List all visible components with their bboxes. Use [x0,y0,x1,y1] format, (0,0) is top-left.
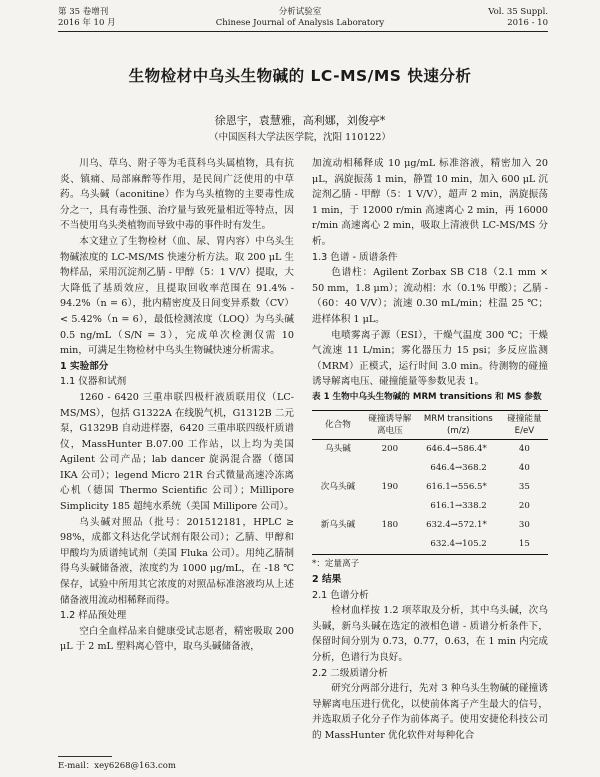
left-column [60,156,294,655]
header-date-en: 2016 - 10 [507,18,548,28]
table-caption: 表 1 生物中乌头生物碱的 MRM transitions 和 MS 参数 [312,391,542,402]
table-row [312,535,548,555]
table-cell [364,459,416,478]
table-row [312,459,548,478]
table-cell: 632.4→105.2 [416,535,501,555]
intro-paragraph-2: 本文建立了生物检材（血、尿、胃内容）中乌头生物碱浓度的 LC-MS/MS 快速分析方法。取 200 μL 生物样品，采用沉淀剂乙腈 - 甲醇（5：1 V/V）提取，大大降低了基质效应，且提取回收率范围在 91.4% - 94.2%（n = 6），批内精密度及日间变异系数（CV）< 5.42%（n = 6），最低检测浓度（LOQ）为乌头碱 0.5 ng/mL（S/N = 3），完成单次检测仅需 10 min，可满足生物检材中乌头生物碱快速分析需求。 [60,235,294,357]
table-cell: 180 [381,519,399,530]
table-cell [364,497,416,516]
right-column [312,156,548,744]
mrm-table [312,410,548,555]
footnote-email: E-mail：xey6268@163.com [58,761,176,771]
table-cell: 40 [518,462,530,473]
header-rule [58,31,548,32]
table-cell: 30 [518,519,530,530]
subsection-heading-2-2: 2.2 二级质谱分析 [312,667,388,679]
table-row [312,516,548,535]
footnote-rule [58,756,112,757]
table-cell: 新乌头碱 [320,519,356,530]
table-cell: 616.1→556.5* [426,481,487,492]
table-cell: 200 [381,443,399,454]
table-cell [364,535,416,555]
table-cell [312,459,364,478]
header-date: 2016 年 10 月 [58,18,116,28]
table-row [312,497,548,516]
header-volume: 第 35 卷增刊 [58,7,109,17]
subsection-heading-1-3: 1.3 色谱 - 质谱条件 [312,251,398,263]
sample-prep-continued: 加流动相稀释成 10 μg/mL 标准溶液，精密加入 20 μL，涡旋振荡 1 min，静置 10 min，加入 600 μL 沉淀剂乙腈 - 甲醇（5：1 V/V），超声 2 min，涡旋振荡 1 min，于 12000 r/min 高速离心 2 min，再 16000 r/min 高速离心 2 min，吸取上清液供 LC-MS/MS 分析。 [312,158,548,247]
section-heading-1: 1 实验部分 [60,360,109,372]
table-cell: 乌头碱 [325,443,351,454]
table-cell [312,535,364,555]
lc-conditions-paragraph: 色谱柱：Agilent Zorbax SB C18（2.1 mm × 50 mm，1.8 μm）；流动相：水（0.1% 甲酸）；乙腈 -（60：40 V/V）；流速 0.30 mL/min；柱温 25 ℃；进样体积 1 μL。 [312,267,548,325]
section-heading-2: 2 结果 [312,574,342,586]
subsection-heading-2-1: 2.1 色谱分析 [312,589,369,601]
authors: 徐恩宇，袁慧雅，高利娜，刘俊亭* [214,114,386,127]
header-vol-en: Vol. 35 Suppl. [488,7,548,17]
table-cell: 646.4→368.2 [430,462,487,473]
table-cell: 35 [518,481,530,492]
header-journal-en: Chinese Journal of Analysis Laboratory [215,18,385,28]
standard-paragraph: 乌头碱对照品（批号：201512181，HPLC ≥ 98%，成都文科达化学试剂有限公司）；乙腈、甲醇和甲酸均为质谱纯试剂（美国 Fluka 公司）。用纯乙腈制得乌头碱储备液，浓度约为 1000 μg/mL，在 -18 ℃ 保存，试验中所用其它浓度的对照品标准溶液均从上述储备液用流动相稀释而得。 [60,516,294,606]
table-cell: 190 [381,481,399,492]
ms-conditions-paragraph: 电喷雾离子源（ESI），干燥气温度 300 ℃；干燥气流速 11 L/min；雾化器压力 15 psi；多反应监测（MRM）正模式，运行时间 3.0 min。待测物的碰撞诱导解离电压、碰撞能量等参数见表 1。 [312,329,548,388]
table-cell: 646.4→586.4* [426,443,487,454]
affiliation: （中国医科大学法医学院，沈阳 110122） [209,132,391,143]
paper-title: 生物检材中乌头生物碱的 LC-MS/MS 快速分析 [128,67,472,85]
table-header-compound: 化合物 [312,410,364,439]
table-header-energy: 碰撞能量 E/eV [501,410,548,439]
table-row [312,478,548,497]
ms2-paragraph: 研究分两部分进行，先对 3 种乌头生物碱的碰撞诱导解离电压进行优化，以使前体离子产生最大的信号，并选取质子化分子作为前体离子。使用安捷伦科技公司的 MassHunter 优化软件对每种化合 [312,683,548,742]
table-cell: 20 [518,500,530,511]
table-cell: 616.1→338.2 [430,500,487,511]
instrument-paragraph: 1260 - 6420 三重串联四极杆液质联用仪（LC-MS/MS），包括 G1322A 在线脱气机，G1312B 二元泵，G1329B 自动进样器，6420 三重串联四级杆质谱仪，MassHunter B.07.00 工作站，以上均为美国 Agilent 公司产品；lab dancer 旋涡混合器（德国 IKA 公司）；legend Micro 21R 台式微量高速冷冻离心机（德国 Thermo Scientific 公司）；Millipore Simplicity 185 超纯水系统（美国 Millipore 公司）。 [60,391,294,513]
table-cell: 632.4→572.1* [426,519,487,530]
chromatography-paragraph: 检材血样按 1.2 项萃取及分析，其中乌头碱，次乌头碱，新乌头碱在选定的液相色谱 - 质谱分析条件下，保留时间分别为 0.73，0.77，0.63，在 1 min 内完成分析，色谱行为良好。 [312,605,548,664]
table-cell: 15 [501,535,548,555]
subsection-heading-1-2: 1.2 样品预处理 [60,610,127,622]
subsection-heading-1-1: 1.1 仪器和试剂 [60,376,127,388]
sample-prep-paragraph: 空白全血样品来自健康受试志愿者，精密吸取 200 μL 于 2 mL 塑料离心管中，取乌头碱储备液， [60,625,294,653]
table-header-voltage: 碰撞诱导解离电压 [364,410,416,439]
table-header-transitions: MRM transitions (m/z) [416,410,501,439]
table-cell: 40 [518,443,530,454]
header-journal-cn: 分析试验室 [278,7,322,17]
table-row [312,439,548,459]
table-cell [312,497,364,516]
intro-paragraph-1: 川乌、草乌、附子等为毛茛科乌头属植物，具有抗炎、镇痛、局部麻醉等作用，是民间广泛使用的中草药。乌头碱（aconitine）作为乌头植物的主要毒性成分之一，具有毒性强、治疗量与致死量相近等特点，因不当使用乌头类植物而导致中毒的事件时有发生。 [60,158,294,232]
table-cell: 次乌头碱 [320,481,356,492]
table-note: *：定量离子 [312,558,360,569]
